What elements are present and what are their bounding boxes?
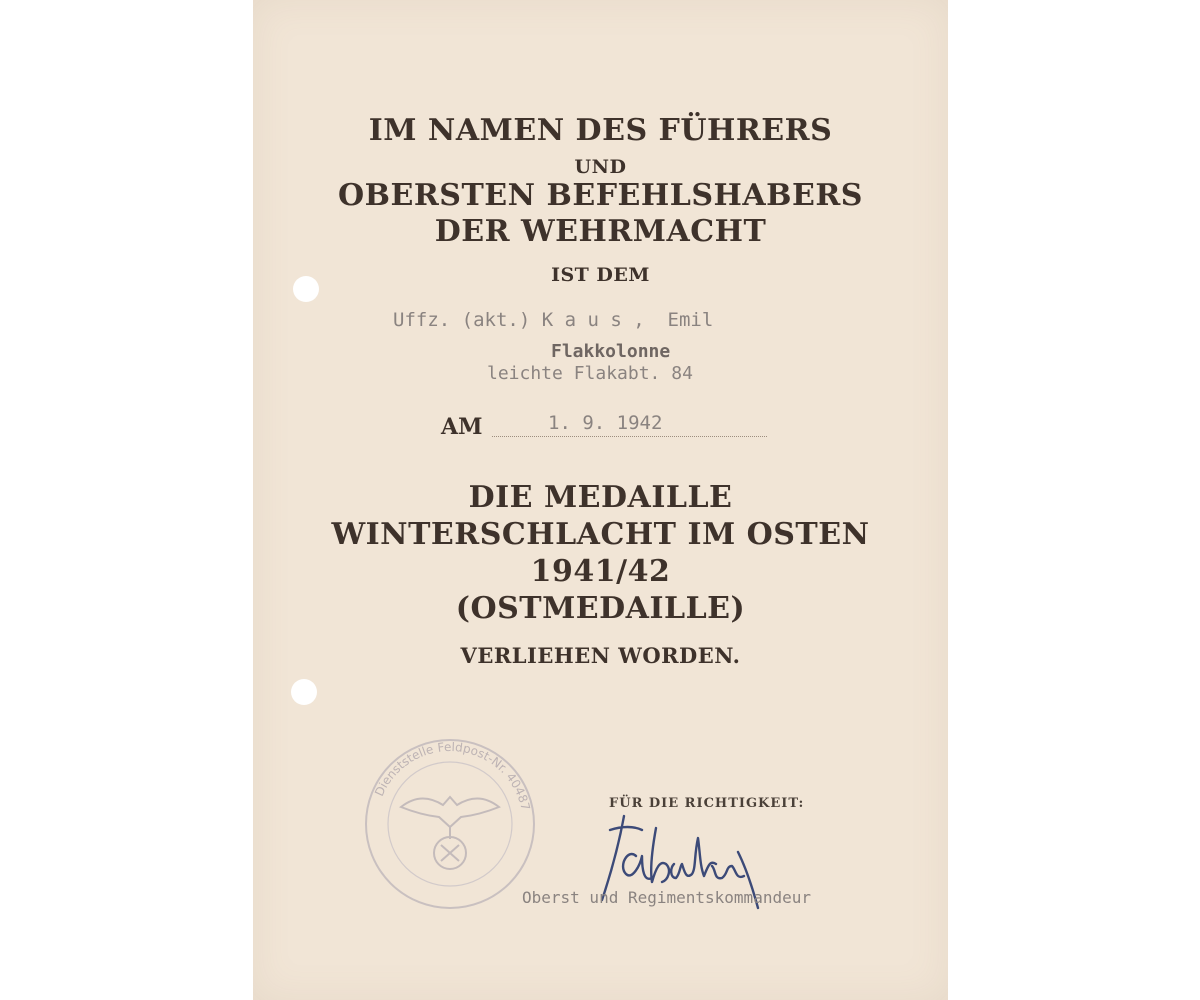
heading-line-4: DER WEHRMACHT bbox=[434, 214, 767, 249]
date-label: AM bbox=[441, 414, 483, 440]
commander-title: Oberst und Regimentskommandeur bbox=[522, 888, 811, 907]
heading-line-2: UND bbox=[574, 156, 627, 178]
recipient-name: Uffz. (akt.) K a u s , Emil bbox=[393, 309, 714, 331]
award-line-1: DIE MEDAILLE bbox=[468, 480, 733, 515]
official-stamp bbox=[361, 735, 539, 913]
award-line-5: VERLIEHEN WORDEN. bbox=[460, 643, 741, 668]
heading-line-1: IM NAMEN DES FÜHRERS bbox=[368, 113, 833, 148]
recipient-unit-line-2: leichte Flakabt. 84 bbox=[487, 363, 693, 384]
award-line-3: 1941/42 bbox=[530, 554, 671, 589]
eagle-icon bbox=[401, 797, 499, 869]
date-dotted-line bbox=[492, 436, 767, 437]
recipient-unit-line-1: Flakkolonne bbox=[551, 341, 671, 362]
award-date: 1. 9. 1942 bbox=[548, 412, 663, 434]
award-line-4: (OSTMEDAILLE) bbox=[455, 591, 746, 626]
punch-hole bbox=[291, 679, 317, 705]
stamp-text: Dienststelle Feldpost-Nr. 40487 bbox=[372, 739, 533, 812]
heading-line-5: IST DEM bbox=[551, 264, 650, 286]
heading-line-3: OBERSTEN BEFEHLSHABERS bbox=[338, 178, 863, 213]
certification-label: FÜR DIE RICHTIGKEIT: bbox=[609, 796, 805, 811]
award-line-2: WINTERSCHLACHT IM OSTEN bbox=[331, 517, 870, 552]
